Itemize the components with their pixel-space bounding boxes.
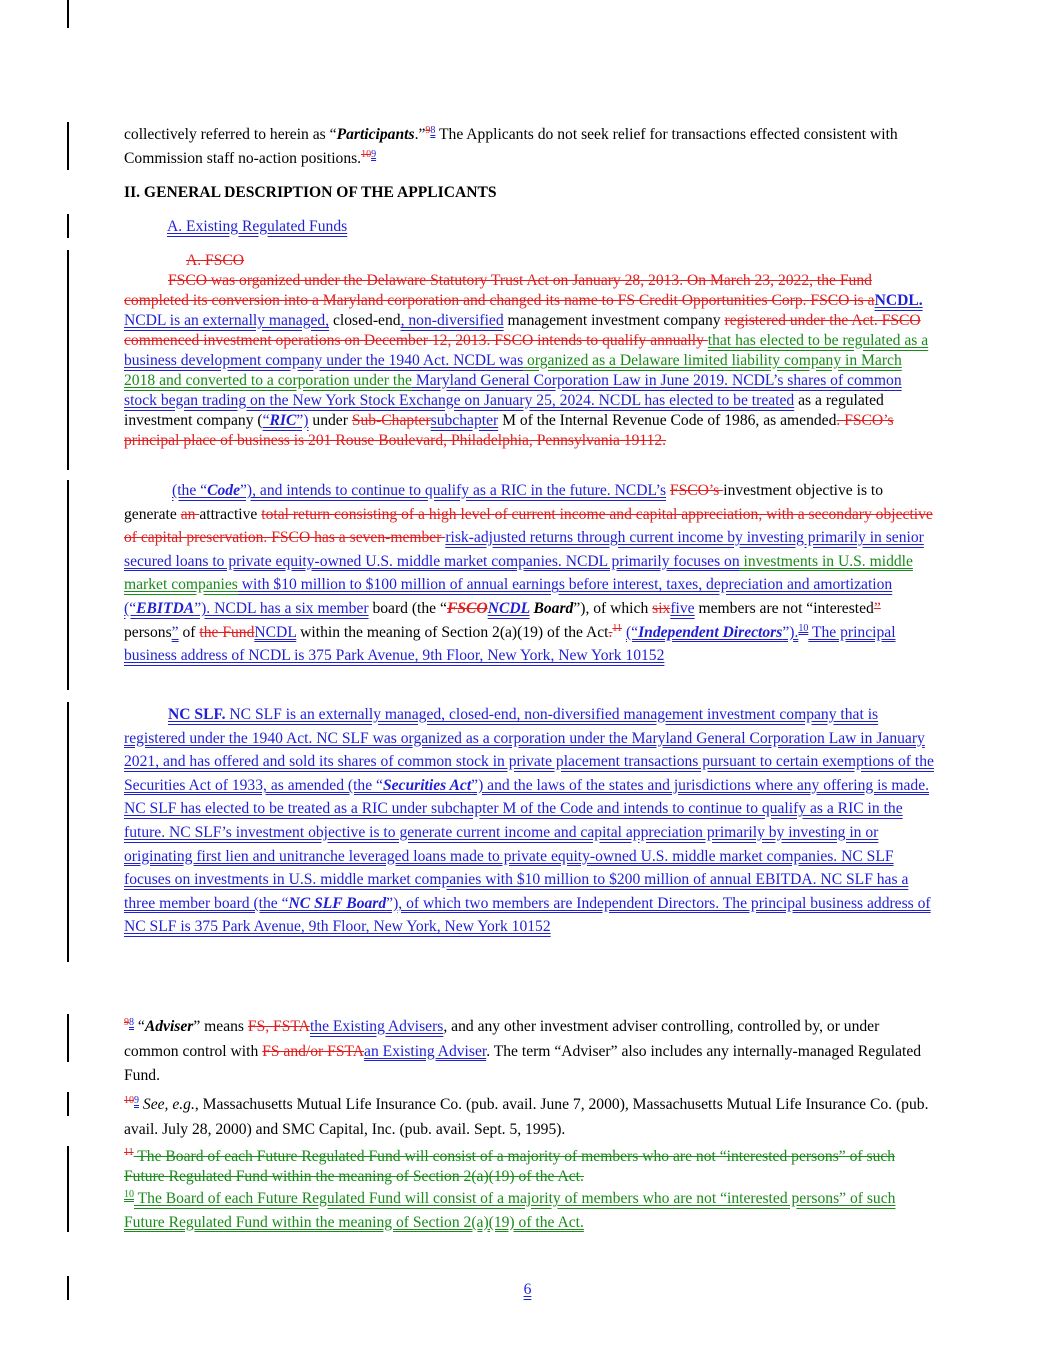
deleted-text: six [652,599,671,617]
inserted-footnote-number: 10 [124,1188,134,1200]
inserted-footnote-number: 8 [129,1016,134,1028]
change-bar [67,480,69,690]
footnote-8 [124,1015,934,1089]
deleted-text: FSCO was organized under the Delaware Statutory Trust Act on January 28, 2013. On March 23, 2022, the Fund completed its conversion into a Maryland corporation and changed its name to FS Credit Opportunities Corp. FSCO is a [124,272,875,309]
text: management investment company [503,312,725,329]
deleted-text: A. FSCO [186,252,245,269]
defined-term: EBITDA [136,599,195,617]
subheading-inserted [167,215,867,239]
text: , Massachusetts Mutual Life Insurance Co. (pub. avail. June 7, 2000), Massachusetts Mutual Life Insurance Co. (pub. avail. July 28, 2000) and SMC Capital, Inc. (pub. avail. Sept. 5, 1995). [124,1096,929,1138]
moved-deleted-text: The Board of each Future Regulated Fund will consist of a majority of members who are not “interested persons” of such Future Regulated Fund within the meaning of Section 2(a)(19) of the Act. [124,1148,896,1185]
inserted-text: NC SLF is an externally managed, closed-end, non-diversified management investment company that is registered under the 1940 Act. NC SLF was organized as a corporation under the Maryland General Corporation Law in January 2021, and has offered and sold its shares of common stock in private placement transactions pursuant to certain exemptions of the Securities Act of 1933, as amended (the “ [124,706,934,794]
footnote-9 [124,1093,934,1142]
text: persons [124,623,172,641]
change-bar [67,1014,69,1062]
fund-name: NCDL. [874,292,923,309]
citation-signal: See, e.g. [139,1096,195,1113]
text: , and any other investment adviser controlling, controlled by, or under common control with [124,1018,880,1060]
defined-term: Securities Act [382,776,472,794]
inserted-text: the Existing Advisers [309,1018,444,1035]
inserted-footnote-ref: 9 [371,148,377,160]
text: of [178,623,200,641]
text: as a regulated investment company ( [124,392,884,429]
nc-slf-paragraph [124,703,934,939]
inserted-text: NCDL [487,599,530,617]
text: “ [134,1018,145,1035]
deleted-text: FS, FSTA [247,1018,310,1035]
deleted-footnote-ref: 11 [612,622,623,634]
moved-text: that has elected to be regulated as a [707,332,929,349]
moved-text: investments in U.S. middle market companies [124,552,913,594]
inserted-footnote-ref: 8 [430,124,436,136]
inserted-text: an Existing Adviser [364,1042,487,1060]
defined-term: NC SLF Board [288,894,387,912]
text: M of the Internal Revenue Code of 1986, as amended [498,412,837,429]
text: collectively referred to herein as “ [124,126,337,143]
inserted-footnote-ref: 10 [798,622,809,634]
inserted-text: ” [171,623,179,641]
footnote-11-deleted [124,1147,934,1187]
inserted-text: (the “ [172,482,208,499]
deleted-footnote-number: 10 [124,1094,134,1106]
footnote-10-inserted [124,1187,934,1234]
change-bar [67,0,69,28]
text: attractive [199,505,262,523]
change-bar [67,214,69,238]
text: ” means [193,1018,248,1035]
deleted-text: total return consisting of a high level of current income and capital appreciation, with a secondary objective of capital preservation. FSCO has a seven-member [124,505,933,547]
defined-term: RIC [269,412,297,429]
text: ”). [782,623,799,641]
ncdl-paragraph [124,271,934,451]
text: . The term “Adviser” also includes any internally-managed Regulated Fund. [124,1042,922,1085]
inserted-text: ”), of which two members are Independent Directors. The principal business address of NC SLF is 375 Park Avenue, 9th Floor, New York, New York 10152 [124,894,931,936]
change-bar [67,122,69,170]
text: board (the “ [368,599,447,617]
text: ”), of which [573,599,653,617]
deleted-text: . FSCO’s principal place of business is 201 Rouse Boulevard, Philadelphia, Pennsylvania 19112. [124,412,894,449]
deleted-footnote-number: 9 [124,1016,129,1028]
change-bar [67,1092,69,1116]
fund-name: NC SLF. [168,706,226,723]
deleted-text: Sub-Chapter [351,412,431,429]
deleted-text: the Fund [199,623,255,641]
inserted-footnote-number: 9 [134,1094,139,1106]
inserted-text: subchapter [430,412,499,429]
defined-term: Participants [336,126,415,143]
inserted-text: , non-diversified [400,312,504,329]
moved-text: The Board of each Future Regulated Fund will consist of a majority of members who are not “interested persons” of such Future Regulated Fund within the meaning of Section 2(a)(19) of the Act. [124,1190,896,1231]
intro-paragraph [124,123,934,170]
text: ”) [296,412,309,429]
text: under [308,412,352,429]
text: within the meaning of Section 2(a)(19) of the Act [296,623,609,641]
deleted-footnote-number: 11 [124,1146,134,1158]
defined-term: Code [207,482,240,499]
inserted-text: The principal business address of NCDL is 375 Park Avenue, 9th Floor, New York, New York 10152 [124,623,896,665]
inserted-text: with $10 million to $100 million of annual earnings before interest, taxes, depreciation and amortization (“ [124,576,893,617]
text: The Applicants do not seek relief for transactions effected consistent with Commission staff no-action positions. [124,126,898,167]
deleted-text: an [180,505,200,523]
text: closed-end [329,312,401,329]
change-bar [67,702,69,962]
defined-term: Board [529,599,574,617]
deleted-text: . [608,623,613,641]
inserted-text: business development company under the 1940 Act. NCDL was [124,352,524,369]
defined-term: Adviser [144,1018,194,1035]
inserted-text: ”). NCDL has a six member [194,599,369,617]
ncdl-objective-paragraph [124,479,934,668]
inserted-text: A. Existing Regulated Funds [167,218,348,235]
text: members are not “interested [694,599,874,617]
inserted-text: NCDL is an externally managed, [124,312,330,329]
inserted-text: risk-adjusted returns through current income by investing primarily in senior secured loans to private equity-owned U.S. middle market companies. NCDL primarily focuses on [124,529,924,570]
text: (“ [625,623,639,641]
deleted-text: ” [873,599,881,617]
deleted-footnote-ref: 9 [425,124,431,136]
inserted-text: Maryland General Corporation Law in June 2019. NCDL’s shares of common stock began trading on the New York Stock Exchange on January 25, 2024. NCDL has elected to be treated [124,372,902,409]
change-bar [67,1146,69,1232]
defined-term-independent-directors [626,624,798,641]
text: .” [414,126,426,143]
inserted-text: five [670,599,695,617]
defined-term: Independent Directors [638,623,783,641]
text: investment objective is to generate [124,482,884,523]
deleted-text: FS and/or FSTA [262,1042,365,1060]
inserted-text: ”) and the laws of the states and jurisdictions where any offering is made. NC SLF has elected to be treated as a RIC under subchapter M of the Code and intends to continue to qualify as a RIC in the future. NC SLF’s investment objective is to generate current income and capital appreciation primarily by investing in or originating first lien and unitranche leveraged loans made to private equity-owned U.S. middle market companies. NC SLF focuses on investments in U.S. middle market companies with $10 million to $200 million of annual EBITDA. NC SLF has a three member board (the “ [124,776,930,912]
text: “ [262,412,270,429]
inserted-text: ”), and intends to continue to qualify as a RIC in the future. NCDL’s [240,482,667,499]
section-heading: II. GENERAL DESCRIPTION OF THE APPLICANTS [124,184,497,201]
deleted-footnote-ref: 10 [361,148,372,160]
deleted-text: FSCO [446,599,488,617]
defined-term-ric [263,412,309,429]
deleted-text: registered under the Act. FSCO commenced investment operations on December 12, 2013. FSCO intends to qualify annually [124,312,921,349]
subheading-deleted [186,251,486,271]
change-bar [67,250,69,470]
page-number [0,1281,1055,1299]
inserted-text: NCDL [254,623,297,641]
page-number-text: 6 [523,1281,532,1298]
deleted-text: FSCO’s [669,482,724,499]
moved-text: organized as a Delaware limited liability company in March 2018 and converted to a corporation under the [124,352,902,389]
